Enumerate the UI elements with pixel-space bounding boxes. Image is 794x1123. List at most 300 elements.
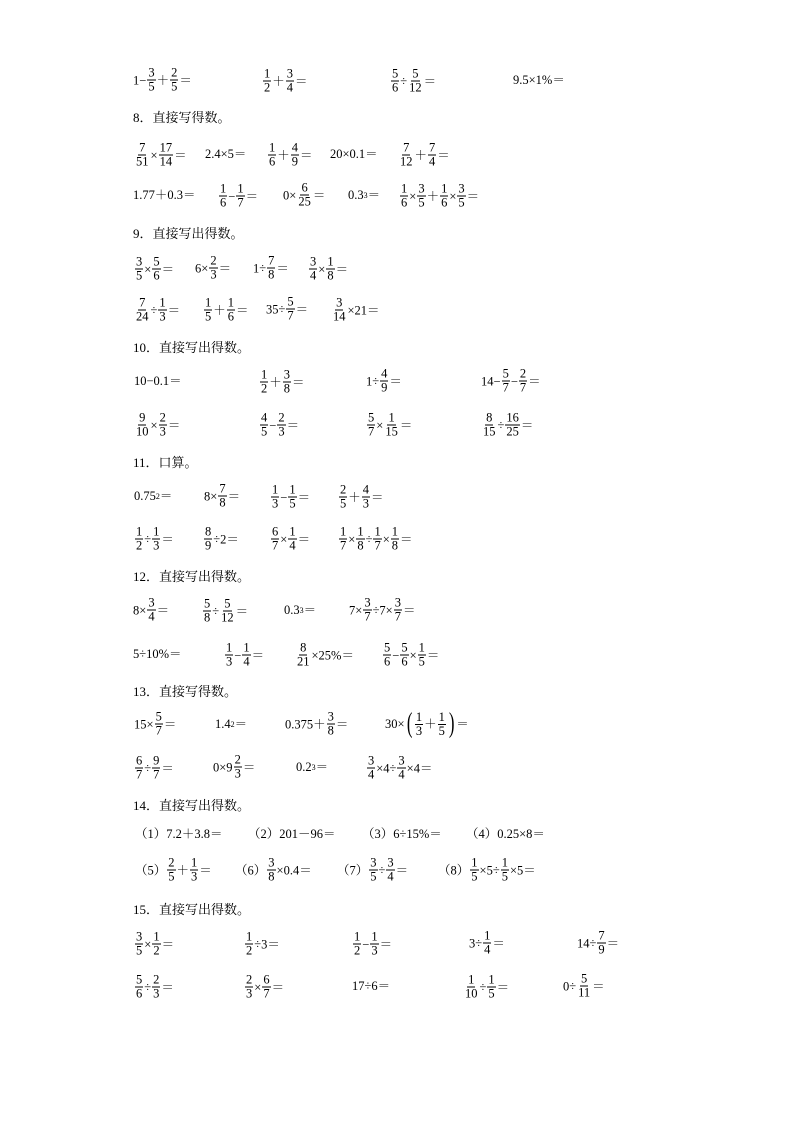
- expression-content: [577, 930, 619, 957]
- fraction: [283, 369, 291, 396]
- math-text: ＝: [227, 489, 241, 503]
- expression-content: [295, 642, 354, 669]
- math-text: ＝: [161, 761, 174, 775]
- math-text: ×: [409, 648, 417, 662]
- fraction: [464, 974, 479, 1001]
- denominator: 15: [385, 424, 398, 439]
- math-text: ＝: [295, 74, 308, 88]
- expression-content: [399, 183, 479, 210]
- numerator: 1: [484, 928, 491, 943]
- denominator: 3: [159, 309, 166, 324]
- math-text: （2）201－96＝: [248, 827, 336, 841]
- fraction: [288, 526, 296, 553]
- math-text: （8）: [438, 863, 470, 877]
- math-text: ＝: [179, 73, 192, 87]
- math-text: ＋: [424, 717, 437, 731]
- math-text: ＝: [218, 261, 232, 275]
- fraction: [245, 931, 253, 958]
- fraction: [227, 297, 235, 324]
- fraction: [373, 526, 381, 553]
- fraction: [267, 255, 275, 282]
- fraction: [309, 256, 317, 283]
- fraction: [519, 368, 527, 395]
- denominator: 6: [384, 654, 391, 669]
- expression-content: [366, 412, 412, 439]
- denominator: 25: [298, 194, 311, 209]
- math-text: ＝: [466, 189, 480, 203]
- denominator: 12: [409, 80, 422, 95]
- section-heading: 8．直接写得数。: [133, 110, 231, 125]
- expression-content: [135, 827, 223, 841]
- numerator: 1: [220, 181, 227, 196]
- math-text: 0×9: [213, 760, 233, 774]
- numerator: 2: [153, 972, 160, 987]
- fraction: [362, 484, 370, 511]
- numerator: 1: [159, 295, 166, 310]
- expression-content: [134, 755, 174, 782]
- fraction: [135, 526, 143, 553]
- math-text: ＝: [335, 262, 349, 276]
- expression-content: [134, 256, 174, 283]
- expression-content: [283, 182, 325, 209]
- denominator: 5: [418, 654, 425, 669]
- numerator: 7: [139, 140, 146, 155]
- denominator: 7: [272, 538, 279, 553]
- numerator: 1: [272, 482, 279, 497]
- math-text: ÷: [497, 418, 505, 432]
- math-text: ＝: [234, 717, 248, 731]
- numerator: 1: [205, 295, 212, 310]
- expression-content: [244, 974, 284, 1001]
- section-heading: 13．直接写得数。: [133, 684, 238, 699]
- denominator: 4: [148, 609, 155, 624]
- numerator: 3: [336, 295, 343, 310]
- math-text: 0÷: [563, 979, 577, 993]
- numerator: 4: [261, 410, 268, 425]
- numerator: 1: [501, 855, 508, 870]
- denominator: 8: [204, 610, 211, 625]
- numerator: 7: [429, 140, 436, 155]
- fraction: [260, 412, 268, 439]
- numerator: 6: [136, 753, 143, 768]
- numerator: 2: [159, 410, 166, 425]
- fraction: [339, 526, 347, 553]
- math-text: ＝: [402, 603, 416, 617]
- math-text: 15×: [134, 717, 154, 731]
- fraction: [135, 931, 143, 958]
- fraction: [383, 642, 391, 669]
- numerator: 5: [153, 254, 160, 269]
- denominator: 3: [371, 943, 378, 958]
- exponent: 3: [311, 762, 316, 772]
- numerator: 1: [388, 410, 395, 425]
- denominator: 25: [506, 424, 519, 439]
- denominator: 2: [136, 538, 143, 553]
- math-text: 1−: [133, 73, 147, 87]
- denominator: 6: [269, 154, 276, 169]
- numerator: 2: [210, 253, 217, 268]
- expression-content: [352, 979, 390, 993]
- numerator: 16: [506, 410, 519, 425]
- numerator: 1: [468, 972, 475, 987]
- math-text: ＝: [606, 936, 620, 950]
- math-text: ＝: [399, 418, 413, 432]
- numerator: 3: [398, 753, 405, 768]
- numerator: 1: [374, 524, 381, 539]
- math-text: 30×: [385, 717, 405, 731]
- expression-content: [267, 142, 313, 169]
- fraction: [482, 412, 497, 439]
- numerator: 5: [384, 640, 391, 655]
- fraction: [339, 484, 347, 511]
- math-text: ×: [449, 189, 457, 203]
- fraction: [271, 526, 279, 553]
- expression-content: [469, 930, 505, 957]
- numerator: 2: [234, 752, 241, 767]
- denominator: 6: [401, 195, 408, 210]
- math-text: ＝: [161, 262, 175, 276]
- numerator: 1: [136, 524, 143, 539]
- math-text: ＝: [395, 863, 409, 877]
- left-paren-icon: (: [406, 708, 413, 739]
- fraction: [268, 142, 276, 169]
- math-text: 6×: [195, 261, 209, 275]
- denominator: 21: [297, 654, 310, 669]
- denominator: 2: [246, 943, 253, 958]
- numerator: 3: [364, 595, 371, 610]
- math-text: ＋: [348, 490, 361, 504]
- denominator: 8: [283, 381, 291, 396]
- fraction: [158, 297, 166, 324]
- denominator: 7: [519, 380, 527, 395]
- expression-content: [481, 368, 541, 395]
- math-text: ＝: [315, 760, 329, 774]
- fraction: [209, 255, 217, 282]
- numerator: 1: [401, 181, 408, 196]
- numerator: 6: [272, 524, 279, 539]
- math-text: ＝: [592, 979, 605, 993]
- fraction: [487, 974, 495, 1001]
- denominator: 4: [289, 538, 296, 553]
- fraction: [135, 297, 150, 324]
- math-text: −: [228, 189, 236, 203]
- numerator: 1: [264, 66, 271, 81]
- math-text: ＝: [242, 760, 256, 774]
- math-text: （4）0.25×8＝: [466, 827, 545, 841]
- fraction: [363, 597, 371, 624]
- fraction: [286, 296, 294, 323]
- fraction: [400, 642, 408, 669]
- denominator: 4: [484, 942, 491, 957]
- numerator: 1: [269, 140, 276, 155]
- math-text: ÷: [479, 980, 487, 994]
- expression-content: [215, 717, 247, 731]
- numerator: 3: [286, 66, 294, 81]
- expression-content: [331, 297, 380, 324]
- right-paren-icon: ): [448, 708, 455, 739]
- denominator: 15: [483, 424, 496, 439]
- math-text: ＝: [174, 148, 187, 162]
- expression-content: [253, 255, 289, 282]
- numerator: 3: [136, 254, 143, 269]
- fraction: [353, 931, 361, 958]
- numerator: 1: [438, 709, 445, 724]
- section-heading: 10．直接写出得数。: [133, 340, 251, 355]
- math-text: （6）: [235, 863, 267, 877]
- expression-content: [338, 526, 413, 553]
- fraction: [152, 931, 160, 958]
- math-text: ＋: [426, 189, 440, 203]
- denominator: 3: [191, 869, 198, 884]
- math-text: ×: [254, 980, 262, 994]
- denominator: 6: [441, 195, 448, 210]
- denominator: 14: [333, 309, 346, 324]
- denominator: 8: [327, 268, 334, 283]
- denominator: 4: [368, 767, 375, 782]
- math-text: 0.375＋: [285, 717, 326, 731]
- fraction: [380, 368, 388, 395]
- exponent: 3: [299, 605, 304, 615]
- numerator: 1: [371, 929, 378, 944]
- math-text: ＝: [161, 937, 175, 951]
- denominator: 4: [398, 767, 405, 782]
- math-text: ÷: [150, 303, 158, 317]
- math-text: ＝: [236, 303, 249, 317]
- math-text: ＝: [159, 489, 173, 503]
- denominator: 5: [501, 869, 508, 884]
- fraction: [135, 142, 150, 169]
- math-text: ＝: [199, 863, 212, 877]
- numerator: 5: [224, 596, 231, 611]
- denominator: 10: [465, 986, 478, 1001]
- denominator: 5: [136, 268, 143, 283]
- math-text: ＝: [286, 418, 300, 432]
- expression-content: [385, 710, 469, 738]
- numerator: 3: [394, 595, 401, 610]
- math-text: （5）: [135, 863, 167, 877]
- denominator: 8: [268, 267, 275, 282]
- math-text: ＝: [156, 603, 170, 617]
- denominator: 5: [289, 496, 296, 511]
- numerator: 5: [287, 294, 294, 309]
- numerator: 5: [392, 66, 399, 81]
- math-text: 0×: [283, 188, 297, 202]
- math-text: ＝: [456, 717, 469, 731]
- math-text: ＝: [167, 418, 181, 432]
- expression-content: [134, 489, 172, 503]
- denominator: 8: [268, 869, 275, 884]
- fraction: [242, 642, 250, 669]
- expression-content: [135, 857, 212, 884]
- numerator: 3: [368, 753, 375, 768]
- denominator: 10: [136, 424, 149, 439]
- numerator: 9: [139, 410, 146, 425]
- fraction: [470, 857, 478, 884]
- fraction: [152, 755, 160, 782]
- math-text: ＝: [292, 375, 305, 389]
- denominator: 2: [264, 80, 271, 95]
- expression-content: [134, 412, 180, 439]
- fraction: [394, 597, 402, 624]
- math-text: 9.5×1%＝: [513, 73, 565, 87]
- denominator: 5: [148, 79, 155, 94]
- fraction: [288, 484, 296, 511]
- numerator: 5: [204, 596, 211, 611]
- fraction: [397, 755, 405, 782]
- fraction: [332, 297, 347, 324]
- fraction: [190, 857, 198, 884]
- denominator: 3: [159, 424, 166, 439]
- fraction: [502, 368, 510, 395]
- math-text: ＋: [156, 73, 170, 87]
- math-text: 8×: [133, 603, 147, 617]
- fraction: [267, 857, 275, 884]
- denominator: 8: [327, 723, 334, 738]
- math-text: ＝: [520, 418, 534, 432]
- numerator: 1: [357, 524, 364, 539]
- math-text: 1.77＋0.3＝: [133, 188, 196, 202]
- math-text: −: [392, 648, 400, 662]
- numerator: 1: [153, 929, 160, 944]
- expression-content: [349, 597, 416, 624]
- math-text: 0.75: [134, 489, 156, 503]
- expression-content: [195, 255, 231, 282]
- fraction: [400, 183, 408, 210]
- expression-content: [259, 412, 299, 439]
- denominator: 5: [171, 79, 178, 94]
- fraction: [236, 183, 244, 210]
- numerator: 1: [289, 482, 296, 497]
- numerator: 6: [301, 180, 308, 195]
- expression-content: [352, 931, 392, 958]
- numerator: 1: [327, 254, 334, 269]
- expression-content: [438, 857, 536, 884]
- math-text: （7）: [337, 863, 369, 877]
- numerator: 1: [237, 181, 244, 196]
- math-text: ＝: [423, 74, 437, 88]
- denominator: 14: [159, 154, 173, 169]
- expression-content: [296, 760, 328, 774]
- numerator: 5: [136, 972, 143, 987]
- numerator: 4: [291, 140, 299, 155]
- numerator: 1: [391, 524, 398, 539]
- denominator: 3: [272, 496, 279, 511]
- fraction: [245, 974, 253, 1001]
- math-text: ×: [348, 532, 356, 546]
- fraction: [260, 369, 268, 396]
- denominator: 11: [578, 985, 591, 1000]
- math-text: ＋: [414, 148, 428, 162]
- denominator: 7: [136, 767, 143, 782]
- denominator: 3: [234, 766, 241, 781]
- denominator: 4: [243, 654, 250, 669]
- math-text: 35÷: [266, 302, 286, 316]
- fraction: [225, 642, 233, 669]
- math-text: −: [269, 418, 277, 432]
- fraction: [286, 68, 294, 95]
- fraction: [483, 930, 491, 957]
- fraction: [597, 930, 605, 957]
- expression-content: [390, 68, 436, 95]
- denominator: 8: [391, 538, 398, 553]
- expression-content: [266, 296, 308, 323]
- expression-content: [248, 827, 336, 841]
- fraction: [220, 598, 235, 625]
- denominator: 7: [287, 308, 294, 323]
- math-text: ×: [409, 189, 417, 203]
- fraction: [428, 142, 436, 169]
- denominator: 5: [418, 195, 425, 210]
- fraction: [356, 526, 364, 553]
- expression-content: [235, 857, 312, 884]
- fraction: [440, 183, 448, 210]
- denominator: 7: [368, 424, 375, 439]
- math-text: （3）6÷15%＝: [362, 827, 442, 841]
- denominator: 5: [438, 723, 445, 738]
- math-text: ×4＝: [406, 761, 433, 775]
- fraction: [277, 412, 285, 439]
- math-text: ＋: [277, 148, 290, 162]
- math-text: ＝: [335, 717, 349, 731]
- math-text: ＝: [297, 490, 311, 504]
- numerator: 3: [268, 855, 275, 870]
- expression-content: [203, 297, 249, 324]
- fraction: [291, 142, 299, 169]
- math-text: −: [362, 937, 370, 951]
- numerator: 2: [168, 855, 175, 870]
- numerator: 3: [418, 181, 425, 196]
- denominator: 5: [136, 943, 143, 958]
- math-text: ÷: [365, 532, 373, 546]
- fraction: [204, 297, 212, 324]
- denominator: 4: [429, 154, 436, 169]
- numerator: 3: [327, 709, 334, 724]
- fraction: [327, 711, 335, 738]
- numerator: 3: [310, 254, 317, 269]
- expression-content: [284, 603, 316, 617]
- numerator: 8: [300, 640, 307, 655]
- fraction: [367, 755, 375, 782]
- math-text: ×: [280, 532, 288, 546]
- denominator: 8: [219, 495, 226, 510]
- math-text: ×: [144, 937, 152, 951]
- math-text: −: [510, 374, 518, 388]
- denominator: 3: [210, 267, 217, 282]
- numerator: 5: [368, 410, 375, 425]
- fraction: [159, 142, 174, 169]
- math-text: ＝: [400, 532, 413, 546]
- denominator: 3: [153, 986, 160, 1001]
- denominator: 7: [153, 767, 160, 782]
- math-text: ＝: [251, 648, 265, 662]
- expression-content: [563, 973, 605, 1000]
- numerator: 1: [418, 640, 425, 655]
- expression-content: [308, 256, 348, 283]
- fraction: [296, 642, 311, 669]
- math-text: 0.3: [284, 603, 300, 617]
- expression-content: [270, 484, 310, 511]
- fraction: [271, 484, 279, 511]
- denominator: 7: [340, 538, 347, 553]
- math-text: ÷: [144, 980, 152, 994]
- numerator: 7: [219, 481, 226, 496]
- expression-content: [203, 526, 239, 553]
- numerator: 1: [227, 295, 235, 310]
- fraction: [170, 67, 178, 94]
- math-text: ×: [376, 418, 384, 432]
- denominator: 6: [153, 268, 160, 283]
- math-text: −: [280, 490, 288, 504]
